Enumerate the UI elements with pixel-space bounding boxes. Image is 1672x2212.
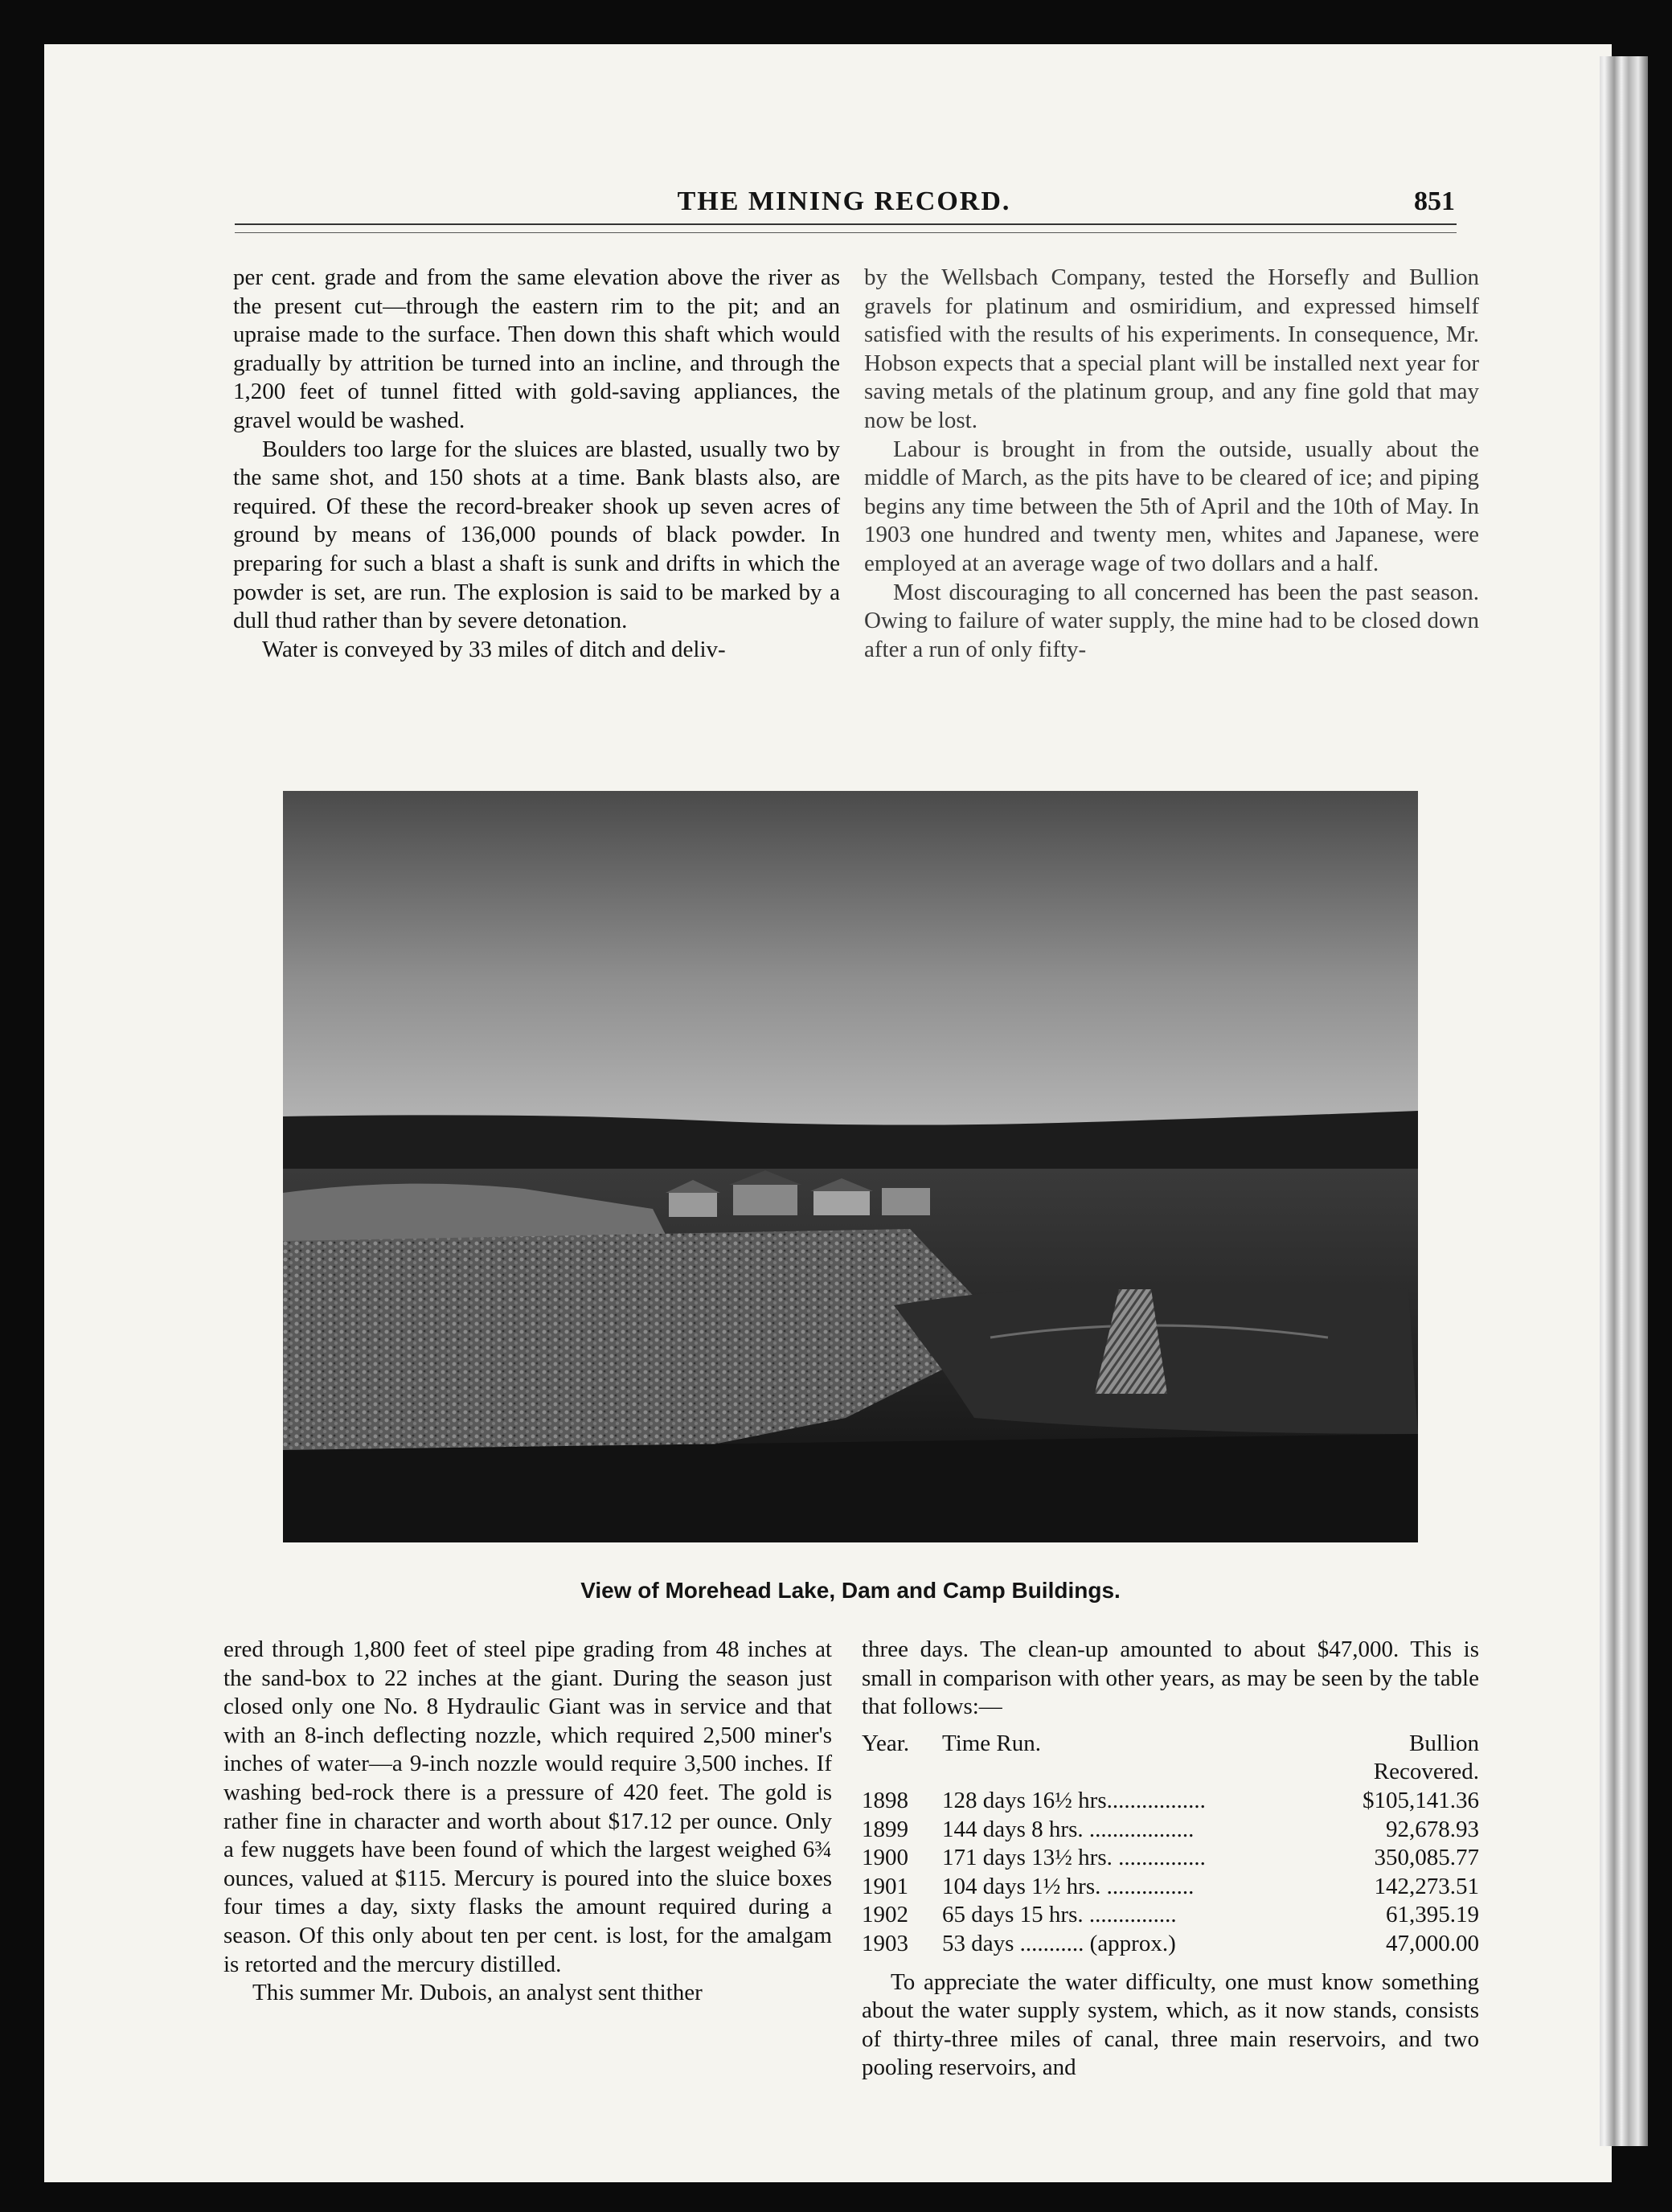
page-edge-binding	[1600, 56, 1648, 2146]
paragraph: Boulders too large for the sluices are blasted, usually two by the same shot, and 150 shots at a time. Bank blasts also, are required. Of these the record-breaker shook up seven acres of ground by means of 136,000 pounds of black powder. In preparing for such a blast a shaft is sunk and drifts in which the powder is set, are run. The explosion is said to be marked by a dull thud rather than by severe detonation.	[233, 436, 840, 634]
header-year: Year.	[862, 1730, 910, 1756]
paragraph: To appreciate the water difficulty, one must know something about the water supply system, which, as it now stands, consists of thirty-three miles of canal, three main reservoirs, and two pooling reservoirs, and	[862, 1968, 1479, 2081]
cell-amount: 61,395.19	[1386, 1902, 1479, 1928]
cell-time: 171 days 13½ hrs. ...............	[942, 1845, 1206, 1871]
table-row	[862, 1873, 1479, 1902]
cell-year: 1900	[862, 1845, 908, 1871]
lake-dam-photograph	[283, 791, 1418, 1542]
column-top-left	[233, 264, 840, 664]
page-number: 851	[1414, 186, 1455, 216]
paragraph: This summer Mr. Dubois, an analyst sent thither	[252, 1980, 703, 2006]
paragraph: by the Wellsbach Company, tested the Horsefly and Bullion gravels for platinum and osmiridium, and expressed himself satisfied with the results of his experiments. In consequence, Mr. Hobson expects that a special plant will be installed next year for saving metals of the platinum group, and any fine gold that may now be lost.	[864, 264, 1479, 433]
paragraph: per cent. grade and from the same elevation above the river as the present cut—through the eastern rim to the pit; and an upraise made to the surface. Then down this shaft which would gradually by attrition be turned into an incline, and through the 1,200 feet of tunnel fitted with gold-saving appliances, the gravel would be washed.	[233, 264, 840, 433]
table-row	[862, 1901, 1479, 1930]
table-row	[862, 1930, 1479, 1959]
column-bottom-left	[223, 1636, 832, 2008]
column-top-right	[864, 264, 1479, 664]
header-time-run: Time Run.	[942, 1730, 1042, 1756]
paragraph: Most discouraging to all concerned has been the past season. Owing to failure of water supply, the mine had to be closed down after a run of only fifty-	[864, 579, 1479, 662]
table-header-row	[862, 1730, 1479, 1787]
table-row	[862, 1844, 1479, 1873]
cell-year: 1898	[862, 1787, 908, 1813]
cell-time: 53 days ........... (approx.)	[942, 1930, 1176, 1956]
cell-amount: 92,678.93	[1386, 1816, 1479, 1842]
foreground	[283, 1434, 1418, 1542]
paragraph: Labour is brought in from the outside, usually about the middle of March, as the pits have to be cleared of ice; and piping begins any time between the 5th of April and the 10th of May. In 1903 one hundred and twenty men, whites and Japanese, were employed at an average wage of two dollars and a half.	[864, 436, 1479, 576]
running-header	[233, 186, 1455, 227]
cell-time: 104 days 1½ hrs. ...............	[942, 1873, 1195, 1899]
cell-time: 65 days 15 hrs. ...............	[942, 1902, 1177, 1928]
header-rule	[235, 223, 1457, 233]
cell-time: 128 days 16½ hrs.................	[942, 1787, 1206, 1813]
journal-title: THE MINING RECORD.	[677, 186, 1011, 216]
paragraph: Water is conveyed by 33 miles of ditch and deliv-	[262, 636, 726, 662]
paragraph: ered through 1,800 feet of steel pipe grading from 48 inches at the sand-box to 22 inches at the giant. During the season just closed only one No. 8 Hydraulic Giant was in service and that with an 8-inch deflecting nozzle, which required 2,500 miner's inches of water—a 9-inch nozzle would require 3,500 inches. If washing bed-rock there is a pressure of 420 feet. The gold is rather fine in character and worth about $17.12 per ounce. Only a few nuggets have been found of which the largest weighed 6¾ ounces, valued at $115. Mercury is poured into the sluice boxes four times a day, sixty flasks the amount required during a season. Of this only about ten per cent. is lost, for the amalgam is retorted and the mercury distilled.	[223, 1636, 832, 1977]
photo-caption: View of Morehead Lake, Dam and Camp Buildings.	[580, 1578, 1121, 1603]
cell-year: 1902	[862, 1902, 908, 1928]
column-bottom-right	[862, 1636, 1479, 2083]
cell-year: 1903	[862, 1930, 908, 1956]
bullion-table	[862, 1730, 1479, 1959]
cell-year: 1901	[862, 1873, 908, 1899]
paragraph: three days. The clean-up amounted to about $47,000. This is small in comparison with other years, as may be seen by the table that follows:—	[862, 1636, 1479, 1720]
table-row	[862, 1816, 1479, 1845]
cell-year: 1899	[862, 1816, 908, 1842]
cell-amount: 47,000.00	[1386, 1930, 1479, 1956]
cell-amount: 142,273.51	[1374, 1873, 1479, 1899]
photo-illustration	[283, 791, 1418, 1542]
cell-time: 144 days 8 hrs. ..................	[942, 1816, 1195, 1842]
cell-amount: $105,141.36	[1363, 1787, 1479, 1813]
cell-amount: 350,085.77	[1374, 1845, 1479, 1871]
table-row	[862, 1787, 1479, 1816]
header-bullion: Bullion Recovered.	[1373, 1730, 1479, 1785]
